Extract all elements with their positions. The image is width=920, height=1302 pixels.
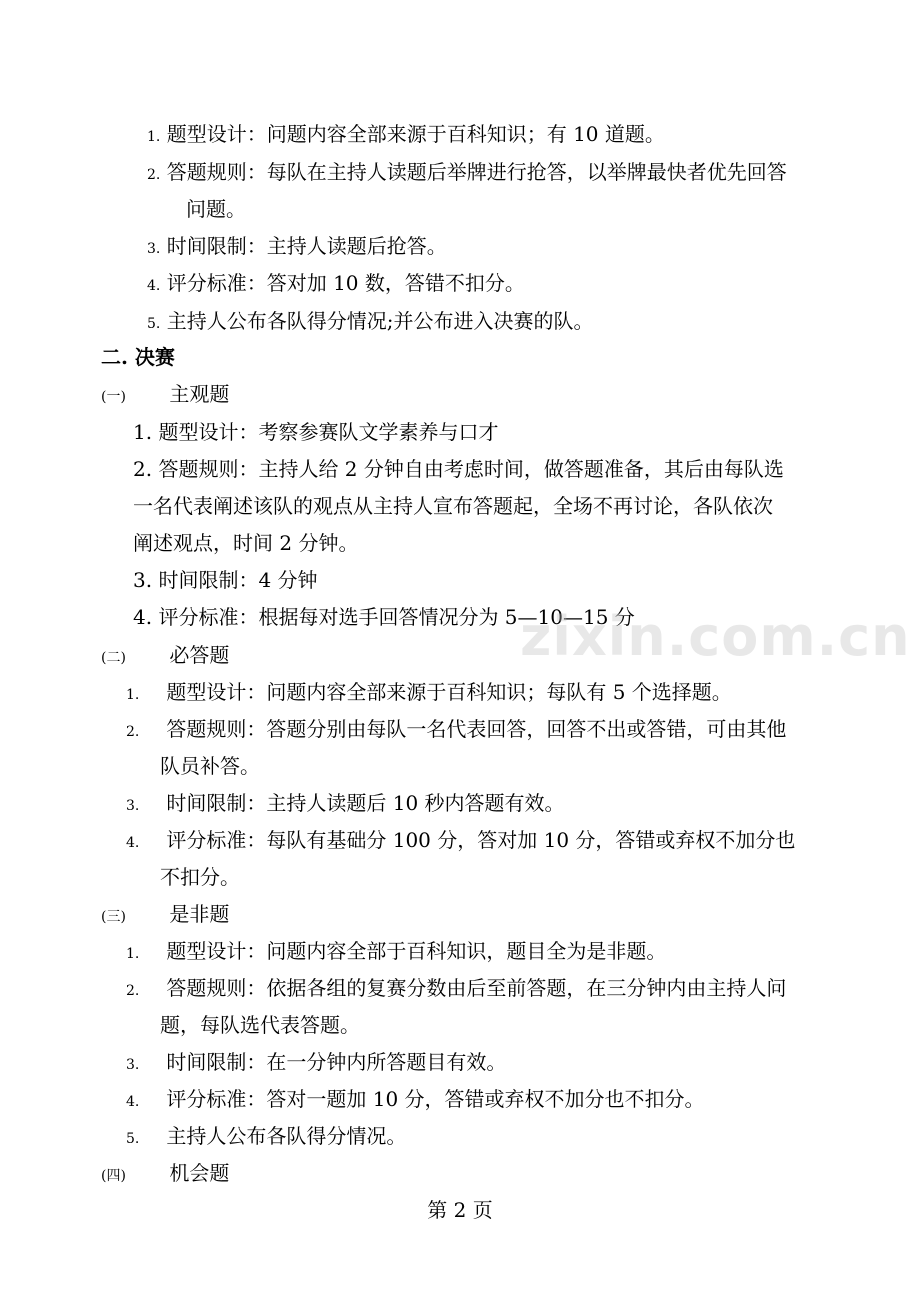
prelim-item-5: 5. 主持人公布各队得分情况;并公布进入决赛的队。 [147,309,594,333]
subjective-item-2-continued-1: 一名代表阐述该队的观点从主持人宣布答题起，全场不再讨论，各队依次 [133,494,773,518]
true-false-item-4: 4. 评分标准：答对一题加 10 分，答错或弃权不加分也不扣分。 [126,1087,705,1111]
true-false-item-1: 1. 题型设计：问题内容全部于百科知识，题目全为是非题。 [126,939,667,963]
true-false-item-3: 3. 时间限制：在一分钟内所答题目有效。 [126,1050,507,1074]
subjective-item-2-continued-2: 阐述观点，时间 2 分钟。 [133,531,359,555]
true-false-item-2-continued: 题，每队选代表答题。 [160,1013,360,1037]
subjective-item-1: 1. 题型设计：考察参赛队文学素养与口才 [133,420,499,444]
prelim-item-4: 4. 评分标准：答对加 10 数，答错不扣分。 [147,271,525,295]
required-item-1: 1. 题型设计：问题内容全部来源于百科知识；每队有 5 个选择题。 [126,680,732,704]
prelim-item-2-continued: 问题。 [186,197,246,221]
true-false-item-5: 5. 主持人公布各队得分情况。 [126,1124,407,1148]
subjective-item-2: 2. 答题规则：主持人给 2 分钟自由考虑时间，做答题准备，其后由每队选 [133,457,784,481]
section-heading-final: 二. 决赛 [101,345,175,369]
required-item-4: 4. 评分标准：每队有基础分 100 分，答对加 10 分，答错或弃权不加分也 [126,828,796,852]
required-item-2: 2. 答题规则：答题分别由每队一名代表回答，回答不出或答错，可由其他 [126,717,787,741]
required-item-4-continued: 不扣分。 [160,865,240,889]
subjective-item-3: 3. 时间限制：4 分钟 [133,568,318,592]
prelim-item-2: 2. 答题规则：每队在主持人读题后举牌进行抢答，以举牌最快者优先回答 [147,160,787,184]
subjective-item-4: 4. 评分标准：根据每对选手回答情况分为 5—10—15 分 [133,605,635,629]
subsection-heading-true-false: (三) 是非题 [101,902,230,926]
subsection-heading-required: (二) 必答题 [101,643,230,667]
required-item-2-continued: 队员补答。 [160,754,260,778]
watermark: zixin.com.cn [520,605,911,668]
true-false-item-2: 2. 答题规则：依据各组的复赛分数由后至前答题，在三分钟内由主持人问 [126,976,787,1000]
required-item-3: 3. 时间限制：主持人读题后 10 秒内答题有效。 [126,791,565,815]
page-number: 第 2 页 [427,1198,493,1222]
prelim-item-3: 3. 时间限制：主持人读题后抢答。 [147,234,447,258]
subsection-heading-chance: (四) 机会题 [101,1161,230,1185]
prelim-item-1: 1. 题型设计：问题内容全部来源于百科知识；有 10 道题。 [147,122,665,146]
subsection-heading-subjective: (一) 主观题 [101,382,230,406]
